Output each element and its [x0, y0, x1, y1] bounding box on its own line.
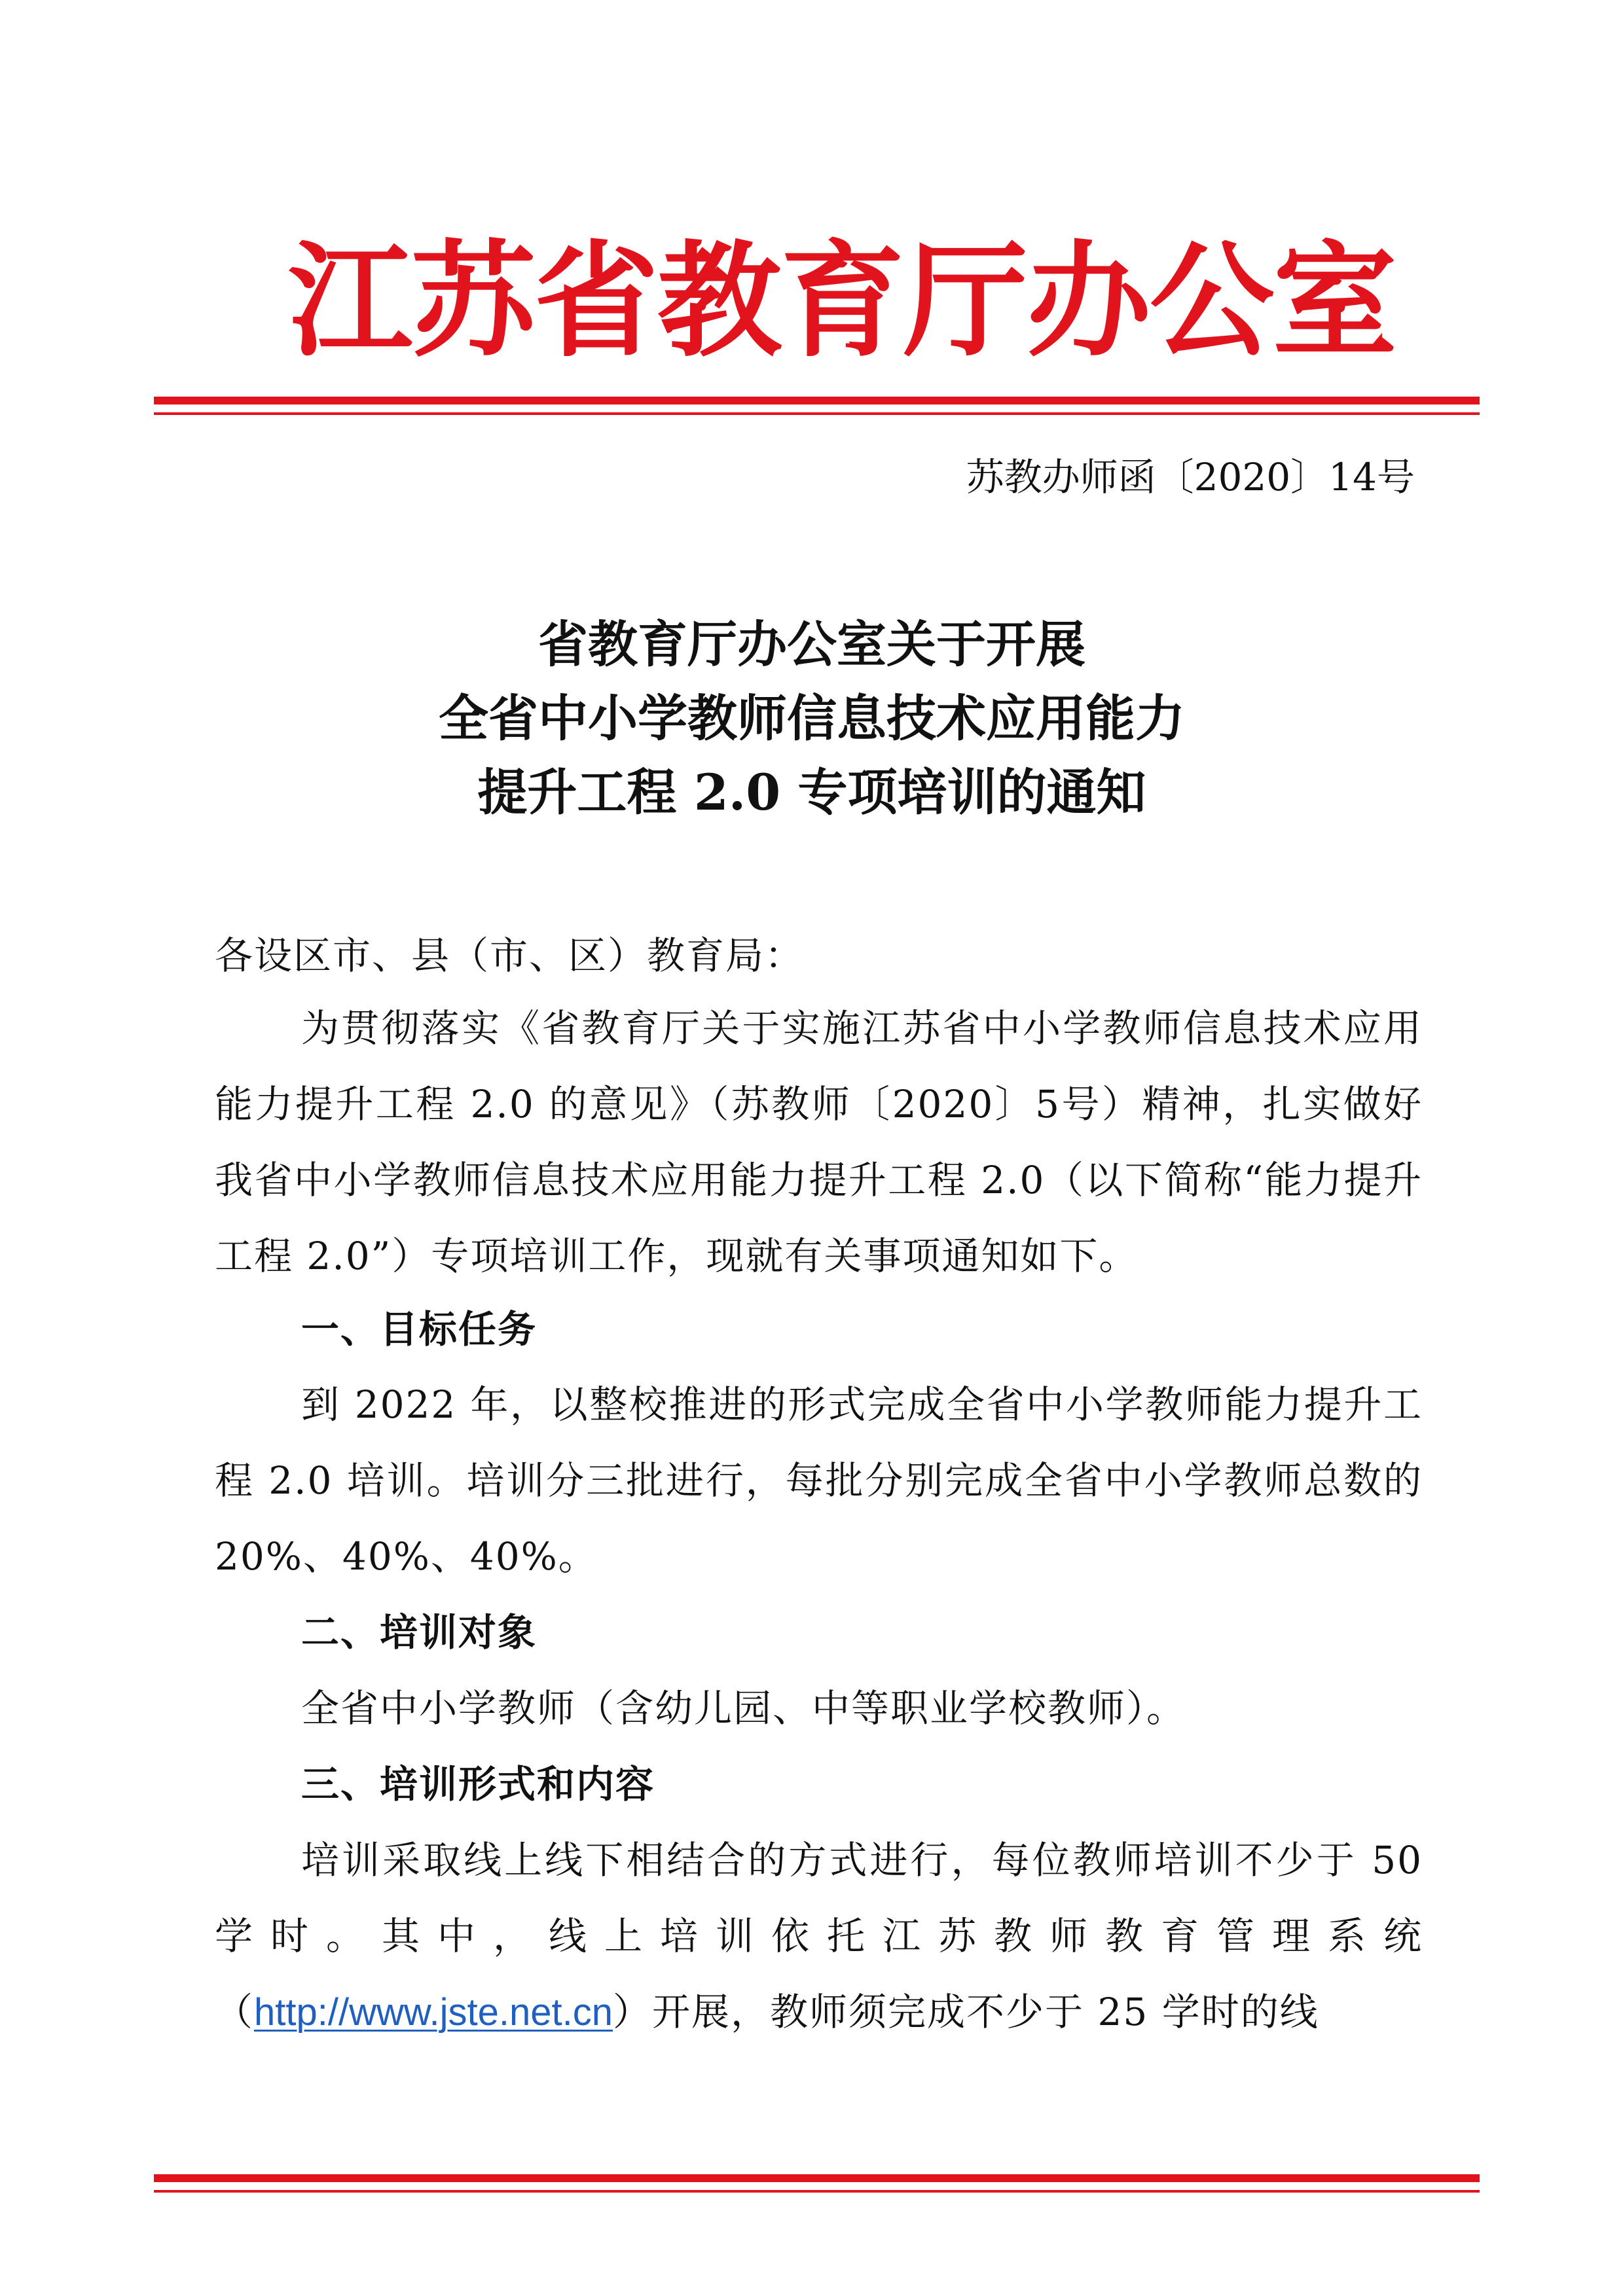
section-heading-training-objects: 二、培训对象 — [301, 1610, 538, 1655]
body-paragraph-4 — [215, 1822, 1423, 2051]
jste-website-link[interactable]: http://www.jste.net.cn — [254, 1991, 613, 2034]
notice-title — [216, 607, 1408, 829]
issuing-office-header: 江苏省教育厅办公室 — [288, 228, 1396, 374]
header-red-thin-rule — [154, 412, 1480, 415]
body-paragraph-4-after-link: ）开展，教师须完成不少于 25 学时的线 — [613, 1990, 1319, 2034]
body-paragraph-2: 到 2022 年，以整校推进的形式完成全省中小学教师能力提升工程 2.0 培训。培训分三批进行，每批分别完成全省中小学教师总数的 20%、40%、40%。 — [215, 1382, 1423, 1579]
section-heading-target-tasks: 一、目标任务 — [301, 1307, 538, 1352]
notice-title-line-3: 提升工程 2.0 专项培训的通知 — [477, 763, 1146, 821]
header-red-thick-rule — [154, 397, 1480, 404]
document-number: 苏教办师函〔2020〕14号 — [966, 455, 1415, 499]
body-paragraph-4-before-link: 培训采取线上线下相结合的方式进行，每位教师培训不少于 50 学时。其中，线上培训依托江苏教师教育管理系统（ — [215, 1838, 1423, 2034]
section-heading-training-format: 三、培训形式和内容 — [301, 1762, 655, 1806]
notice-title-line-2: 全省中小学教师信息技术应用能力 — [439, 689, 1185, 747]
body-paragraph-3: 全省中小学教师（含幼儿园、中等职业学校教师）。 — [301, 1686, 1186, 1731]
salutation: 各设区市、县（市、区）教育局： — [215, 933, 805, 978]
notice-title-line-1: 省教育厅办公室关于开展 — [538, 615, 1085, 673]
footer-red-thin-rule — [154, 2190, 1480, 2193]
body-paragraph-1: 为贯彻落实《省教育厅关于实施江苏省中小学教师信息技术应用能力提升工程 2.0 的意见》（苏教师〔2020〕5号）精神，扎实做好我省中小学教师信息技术应用能力提升工程 2.0（以下简称“能力提升工程 2.0”）专项培训工作，现就有关事项通知如下。 — [215, 1006, 1423, 1278]
footer-red-thick-rule — [154, 2174, 1480, 2182]
